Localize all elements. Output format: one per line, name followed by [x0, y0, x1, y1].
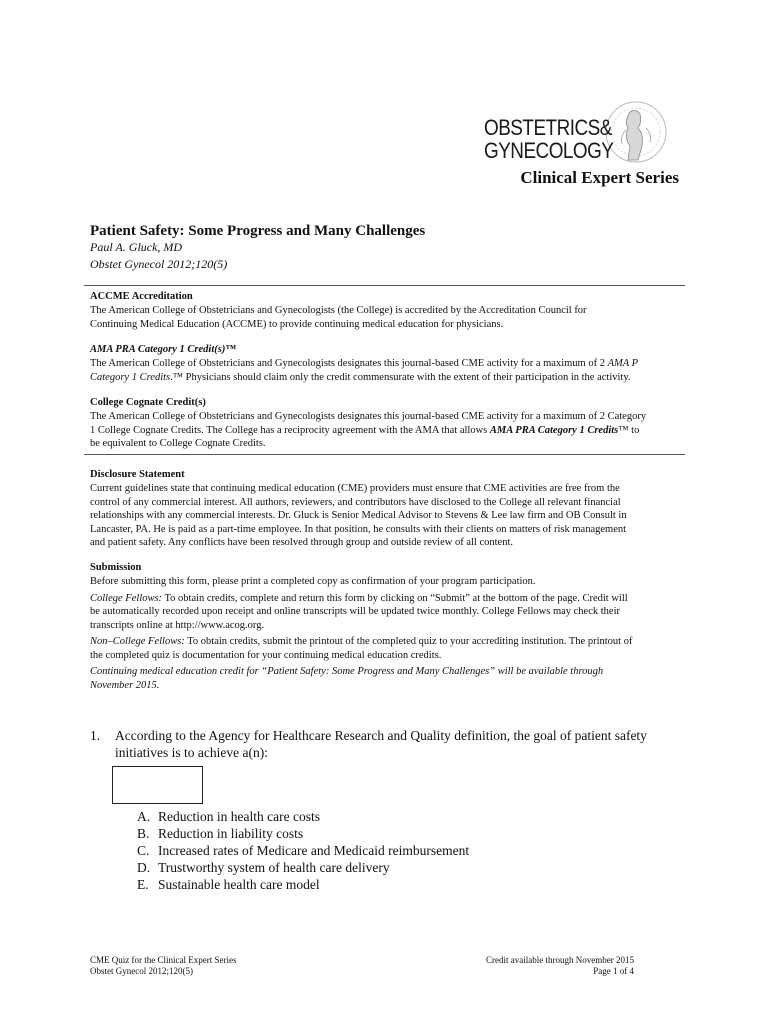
option-e — [137, 877, 320, 893]
logo-line-1: OBSTETRICS& — [484, 115, 612, 140]
submission-line-text: To obtain credits, complete and return this form by clicking on “Submit” at the bottom of the page. Credit will — [162, 592, 628, 604]
question-line: initiatives is to achieve a(n): — [115, 745, 268, 760]
submission-line — [90, 635, 680, 649]
option-letter: B. — [137, 826, 150, 841]
footer-credit-availability: Credit available through November 2015 — [486, 955, 634, 965]
submission-line-text: To obtain credits, submit the printout of the completed quiz to your accrediting institution. The printout of — [184, 636, 633, 647]
option-text: Reduction in liability costs — [158, 826, 304, 841]
ama-line-emphasis: AMA P — [607, 358, 639, 369]
ama-line — [90, 371, 690, 385]
cognate-line-text: ™ to — [618, 424, 640, 436]
footer-left — [90, 955, 236, 977]
disclosure-line: control of any commercial interest. All authors, reviewers, and contributors have disclosed to the College all relevant financial — [90, 496, 621, 508]
availability-line: November 2015. — [90, 679, 160, 691]
option-letter: D. — [137, 860, 151, 875]
cognate-line: be equivalent to College Cognate Credits. — [90, 438, 266, 449]
submission-line: be automatically recorded upon receipt and online transcripts will be updated twice monthly. College Fellows may check their — [90, 606, 620, 617]
option-b — [137, 826, 303, 842]
ama-line-emphasis: Category 1 Credits — [90, 371, 171, 383]
cognate-line: The American College of Obstetricians and Gynecologists designates this journal-based CME activity for a maximum of 2 Category — [90, 411, 647, 422]
cognate-text — [90, 410, 680, 451]
option-c — [137, 843, 469, 859]
divider — [84, 454, 685, 455]
cognate-line-text: 1 College Cognate Credits. The College has a reciprocity agreement with the AMA that allows — [90, 424, 490, 436]
accme-line: Continuing Medical Education (ACCME) to provide continuing medical education for physicians. — [90, 318, 504, 330]
disclosure-line: relationships with any commercial interests. Dr. Gluck is Senior Medical Advisor to Stevens & Lee law firm and OB Consult in — [90, 510, 627, 521]
option-text: Increased rates of Medicare and Medicaid reimbursement — [158, 843, 470, 858]
ama-heading: AMA PRA Category 1 Credit(s)™ — [90, 344, 236, 355]
article-author: Paul A. Gluck, MD — [90, 240, 183, 254]
series-title: Clinical Expert Series — [520, 168, 679, 187]
option-letter: C. — [137, 843, 150, 858]
disclosure-heading: Disclosure Statement — [90, 469, 185, 480]
footer-quiz-title: CME Quiz for the Clinical Expert Series — [90, 955, 237, 965]
ama-line-text: The American College of Obstetricians and Gynecologists designates this journal-based CME activity for a maximum of 2 — [90, 358, 608, 369]
cognate-line-emphasis: AMA PRA Category 1 Credits — [489, 424, 619, 436]
article-citation: Obstet Gynecol 2012;120(5) — [90, 257, 228, 271]
cognate-heading: College Cognate Credit(s) — [90, 397, 206, 408]
logo-line-2: GYNECOLOGY — [484, 138, 614, 163]
article-title: Patient Safety: Some Progress and Many Challenges — [90, 223, 426, 239]
fellows-label: College Fellows: — [90, 592, 163, 604]
option-letter: E. — [137, 877, 149, 892]
question-text — [115, 727, 705, 761]
option-text: Sustainable health care model — [158, 877, 320, 892]
submission-heading: Submission — [90, 562, 142, 573]
disclosure-line: Current guidelines state that continuing medical education (CME) providers must ensure that CME activities are free from the — [90, 483, 620, 494]
option-letter: A. — [137, 809, 151, 824]
divider — [84, 285, 685, 286]
answer-input[interactable] — [112, 766, 203, 804]
question-number: 1. — [90, 728, 101, 743]
page-number: Page 1 of 4 — [593, 966, 634, 976]
accme-line: The American College of Obstetricians and Gynecologists (the College) is accredited by the Accreditation Council for — [90, 305, 587, 316]
submission-line: transcripts online at http://www.acog.org. — [90, 619, 265, 631]
question-line: According to the Agency for Healthcare Research and Quality definition, the goal of patient safety — [115, 728, 647, 743]
option-text: Reduction in health care costs — [158, 809, 320, 824]
option-text: Trustworthy system of health care delivery — [158, 860, 390, 875]
submission-line: Before submitting this form, please print a completed copy as confirmation of your program participation. — [90, 576, 536, 587]
submission-line — [90, 592, 680, 606]
logo-wordmark — [484, 116, 613, 162]
availability-line: Continuing medical education credit for “Patient Safety: Some Progress and Many Challenges” will be available through — [90, 666, 604, 677]
ama-line-text: .™ Physicians should claim only the credit commensurate with the extent of their participation in the activity. — [170, 371, 631, 383]
cognate-line — [90, 424, 680, 438]
journal-logo — [478, 100, 703, 170]
disclosure-line: and patient safety. Any conflicts have been resolved through group and outside review of all content. — [90, 537, 513, 548]
ama-text — [90, 357, 690, 384]
footer-citation: Obstet Gynecol 2012;120(5) — [90, 966, 193, 976]
option-d — [137, 860, 390, 876]
option-a — [137, 809, 320, 825]
ama-line — [90, 357, 690, 371]
accme-heading: ACCME Accreditation — [90, 291, 193, 302]
nonfellows-label: Non–College Fellows: — [90, 636, 185, 647]
disclosure-text — [90, 482, 680, 550]
submission-text — [90, 575, 680, 692]
submission-line: the completed quiz is documentation for your continuing medical education credits. — [90, 649, 442, 661]
disclosure-line: Lancaster, PA. He is paid as a part-time employee. In that position, he consults with their clients on matters of risk management — [90, 523, 627, 535]
accme-text — [90, 304, 680, 331]
footer-right — [486, 955, 634, 977]
